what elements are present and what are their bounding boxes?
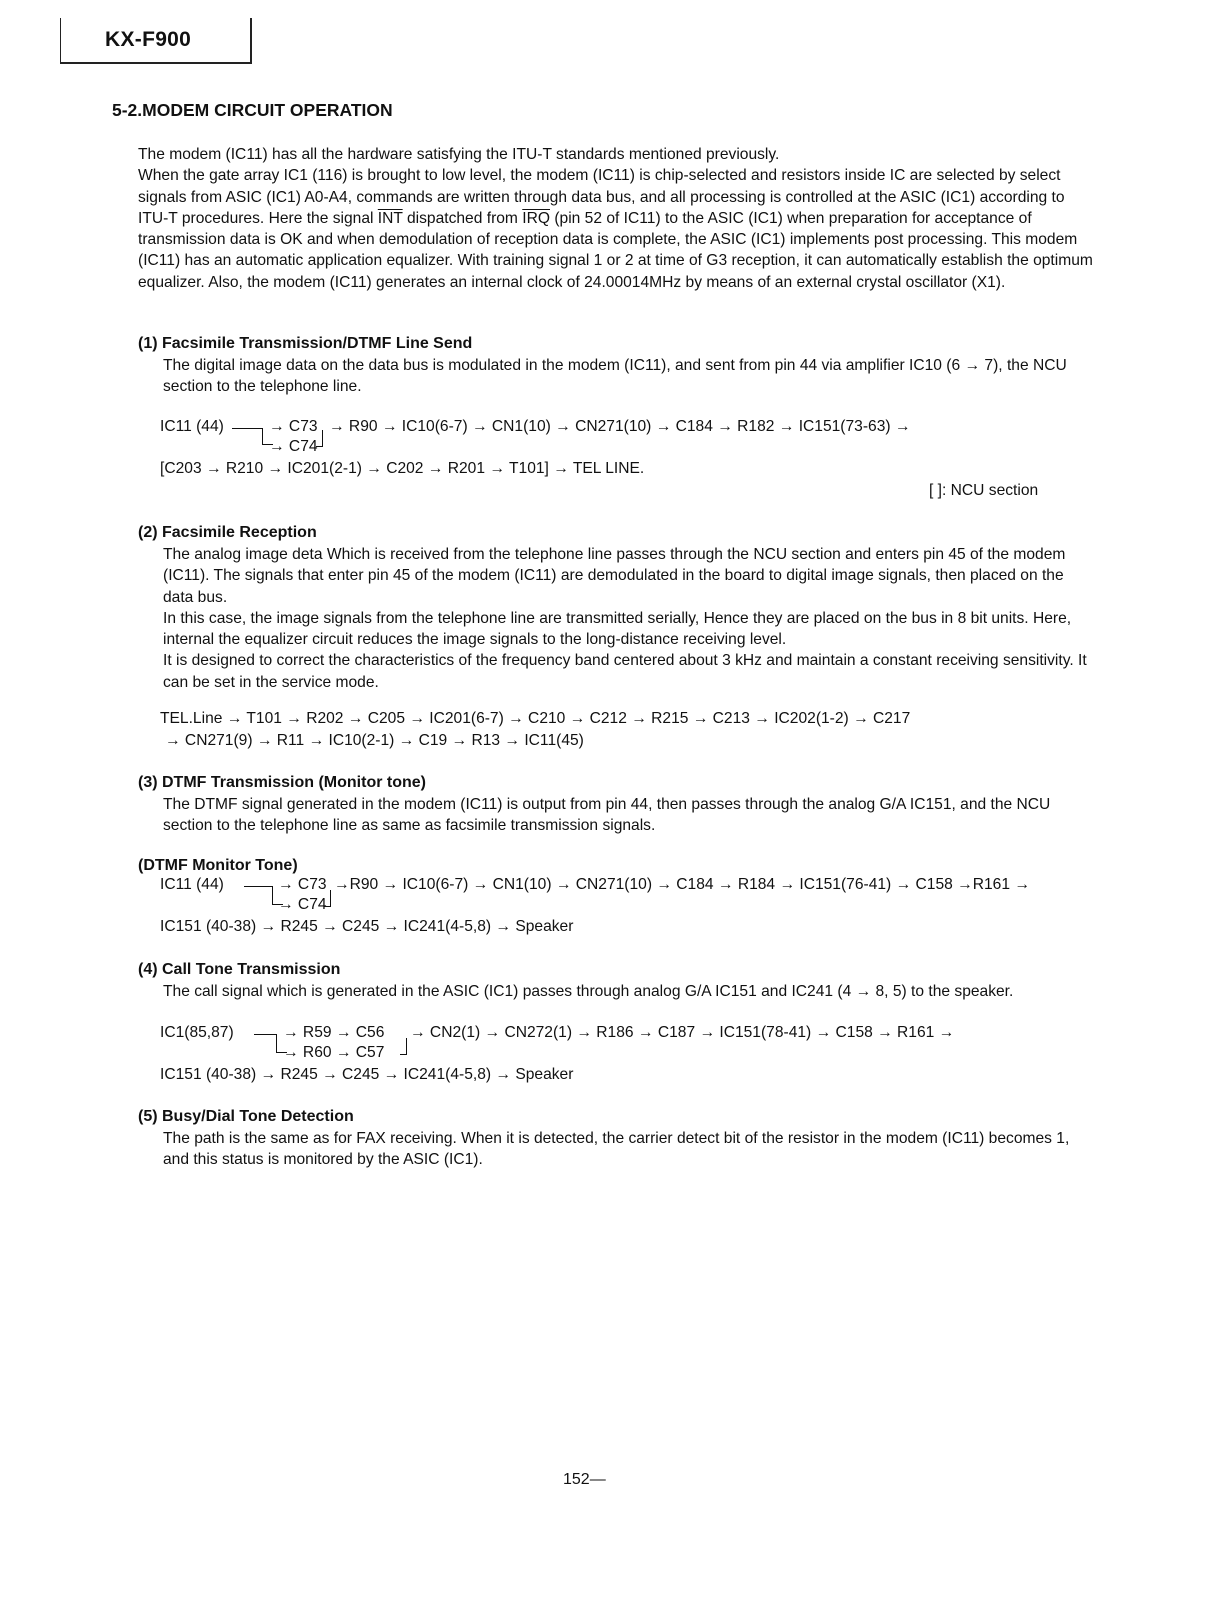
s4-path-line-2: IC151 (40-38) → R245 → C245 → IC241(4-5,8) → Speaker bbox=[160, 1066, 574, 1083]
int-signal: $\overline{INT}$ bbox=[377, 209, 403, 227]
s4-branch-line-top bbox=[254, 1034, 276, 1035]
s2-text bbox=[163, 544, 1098, 693]
s3b-path-rest: →R90 → IC10(6-7) → CN1(10) → CN271(10) → C184 → R184 → IC151(76-41) → C158 →R161 → bbox=[334, 876, 1030, 893]
intro-text-part-a: When the gate array IC1 (116) is brought to low level, the modem (IC11) is chip-selected and resistors inside IC are selected by select signals from ASIC (IC1) A0-A4, commands are written through data bus, and all processing is controlled at the ASIC (IC1) according to ITU-T procedures. Here the signal bbox=[138, 167, 1065, 227]
model-header-box bbox=[60, 18, 252, 64]
s3b-path-line-2: IC151 (40-38) → R245 → C245 → IC241(4-5,8) → Speaker bbox=[160, 918, 574, 935]
intro-paragraph-1: The modem (IC11) has all the hardware satisfying the ITU-T standards mentioned previously. bbox=[138, 146, 780, 163]
intro-text-part-b: dispatched from bbox=[402, 209, 523, 227]
s1-path-rest: → R90 → IC10(6-7) → CN1(10) → CN271(10) → C184 → R182 → IC151(73-63) → bbox=[329, 418, 911, 435]
s3-title: (3) DTMF Transmission (Monitor tone) bbox=[138, 774, 426, 791]
s5-title: (5) Busy/Dial Tone Detection bbox=[138, 1108, 354, 1125]
section-title: 5-2.MODEM CIRCUIT OPERATION bbox=[112, 100, 393, 120]
s3b-path-start: IC11 (44) bbox=[160, 876, 224, 893]
intro-text bbox=[138, 144, 1098, 293]
s3b-branch-line-top bbox=[244, 886, 272, 887]
intro-paragraph-2 bbox=[138, 165, 1098, 293]
s2-paragraph-1: The analog image deta Which is received from the telephone line passes through the NCU section and enters pin 45 of the modem (IC11). The signals that enter pin 45 of the modem (IC11) are demodulated in the board to digital image signals, then placed on the data bus. bbox=[163, 546, 1066, 606]
s2-paragraph-3: It is designed to correct the characteristics of the frequency band centered about 3 kHz and maintain a constant receiving sensitivity. It can be set in the service mode. bbox=[163, 652, 1087, 691]
s4-text: The call signal which is generated in the ASIC (IC1) passes through analog G/A IC151 and IC241 (4 → 8, 5) to the speaker. bbox=[163, 983, 1014, 1000]
s1-branch-join bbox=[316, 430, 323, 447]
s1-path-line-2: [C203 → R210 → IC201(2-1) → C202 → R201 → T101] → TEL LINE. bbox=[160, 460, 645, 477]
s1-branch-top: → C73 bbox=[269, 418, 318, 435]
s5-text: The path is the same as for FAX receiving. When it is detected, the carrier detect bit of the resistor in the modem (IC11) becomes 1, and this status is monitored by the ASIC (IC1). bbox=[163, 1130, 1070, 1169]
s4-branch-join bbox=[400, 1038, 407, 1055]
s2-title: (2) Facsimile Reception bbox=[138, 524, 317, 541]
s3-text: The DTMF signal generated in the modem (IC11) is output from pin 44, then passes through the analog G/A IC151, and the NCU section to the telephone line as same as facsimile transmission signals. bbox=[163, 796, 1051, 835]
s4-branch-bottom: → R60 → C57 bbox=[283, 1044, 385, 1061]
intro-text-part-c: (pin 52 of IC11) to the ASIC (IC1) when preparation for acceptance of transmission data is OK and when demodulation of reception data is complete, the ASIC (IC1) implements post processing. This modem (IC11) has an automatic application equalizer. With training signal 1 or 2 at time of G3 reception, it can automatically establish the optimum equalizer. Also, the modem (IC11) generates an internal clock of 24.00014MHz by means of an external crystal oscillator (X1). bbox=[138, 209, 1093, 291]
page-number: 152— bbox=[563, 1471, 606, 1488]
s4-branch-top: → R59 → C56 bbox=[283, 1024, 385, 1041]
s3b-title: (DTMF Monitor Tone) bbox=[138, 857, 298, 874]
s1-title: (1) Facsimile Transmission/DTMF Line Send bbox=[138, 335, 473, 352]
s1-branch-bottom: → C74 bbox=[269, 438, 318, 455]
s4-path-rest: → CN2(1) → CN272(1) → R186 → C187 → IC151(78-41) → C158 → R161 → bbox=[410, 1024, 955, 1041]
s1-text: The digital image data on the data bus is modulated in the modem (IC11), and sent from pin 44 via amplifier IC10 (6 → 7), the NCU section to the telephone line. bbox=[163, 357, 1067, 396]
s2-path-line-1: TEL.Line → T101 → R202 → C205 → IC201(6-7) → C210 → C212 → R215 → C213 → IC202(1-2) → C217 bbox=[160, 710, 911, 727]
s3b-branch-bottom: → C74 bbox=[278, 896, 327, 913]
s4-title: (4) Call Tone Transmission bbox=[138, 961, 341, 978]
s2-path-line-2: → CN271(9) → R11 → IC10(2-1) → C19 → R13 → IC11(45) bbox=[165, 732, 584, 749]
s1-branch-line-top bbox=[232, 428, 262, 429]
s4-path-start: IC1(85,87) bbox=[160, 1024, 234, 1041]
ncu-section-note: [ ]: NCU section bbox=[929, 482, 1039, 499]
irq-signal: $\overline{IRQ}$ bbox=[522, 209, 550, 227]
s3b-branch-join bbox=[324, 890, 331, 907]
s2-paragraph-2: In this case, the image signals from the telephone line are transmitted serially, Hence they are placed on the bus in 8 bit units. Here, internal the equalizer circuit reduces the image signals to the long-distance receiving level. bbox=[163, 609, 1072, 649]
s1-path-start: IC11 (44) bbox=[160, 418, 224, 435]
s3b-branch-top: → C73 bbox=[278, 876, 327, 893]
model-number: KX-F900 bbox=[105, 28, 192, 51]
